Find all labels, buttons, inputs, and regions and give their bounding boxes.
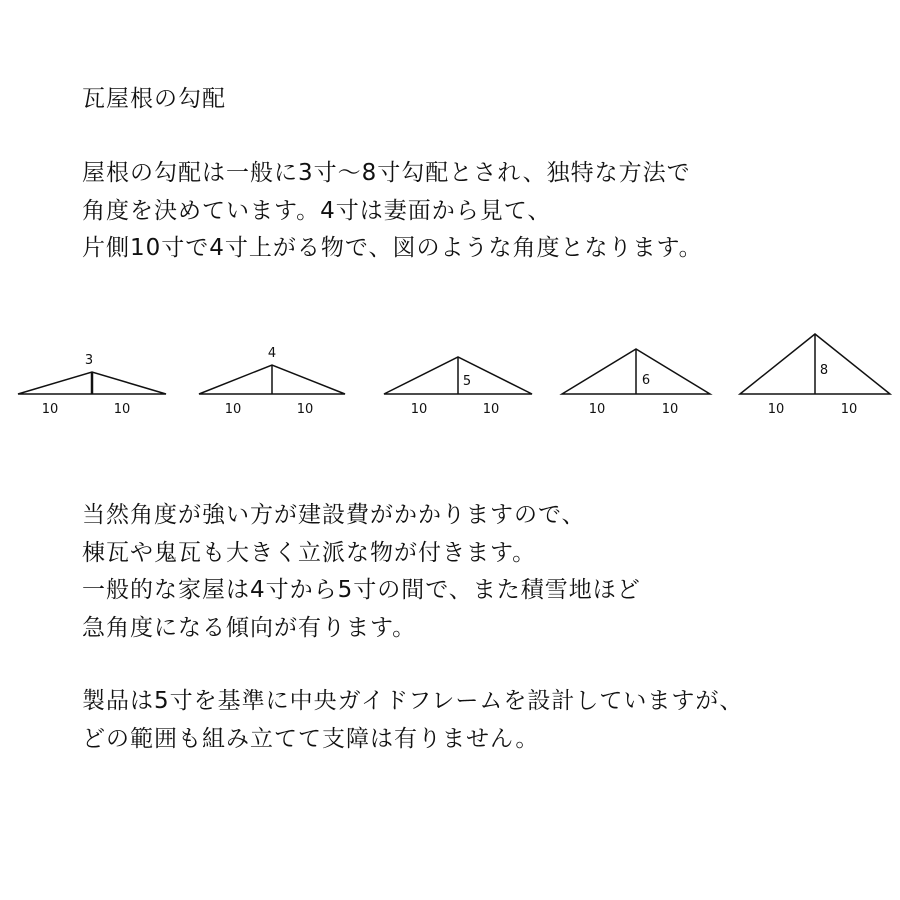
left-run-label: 10 — [588, 402, 606, 417]
cost-line: 急角度になる傾向が有ります。 — [82, 614, 417, 641]
roof-pitch-5 — [384, 357, 532, 417]
intro-line: 片側10寸で4寸上がる物で、図のような角度となります。 — [82, 235, 703, 261]
product-paragraph — [82, 683, 743, 758]
product-line: どの範囲も組み立てて支障は有りません。 — [82, 725, 540, 752]
product-line: 製品は5寸を基準に中央ガイドフレームを設計していますが、 — [82, 688, 744, 714]
roof-pitch-6 — [562, 349, 710, 417]
left-run-label: 10 — [224, 402, 242, 417]
right-run-label: 10 — [296, 402, 314, 417]
intro-paragraph — [82, 155, 703, 268]
right-run-label: 10 — [113, 402, 131, 417]
rise-label: 8 — [819, 363, 829, 378]
cost-paragraph — [82, 497, 641, 647]
cost-line: 当然角度が強い方が建設費がかかりますので、 — [82, 502, 586, 528]
rise-label: 5 — [462, 374, 472, 389]
rise-label: 3 — [84, 353, 94, 368]
left-run-label: 10 — [767, 402, 785, 417]
intro-line: 角度を決めています。4寸は妻面から見て、 — [82, 197, 552, 224]
roof-pitch-diagram — [0, 320, 900, 430]
right-run-label: 10 — [661, 402, 679, 417]
cost-line: 一般的な家屋は4寸から5寸の間で、また積雪地ほど — [82, 577, 641, 603]
cost-line: 棟瓦や鬼瓦も大きく立派な物が付きます。 — [82, 539, 537, 566]
intro-line: 屋根の勾配は一般に3寸～8寸勾配とされ、独特な方法で — [82, 160, 691, 186]
right-run-label: 10 — [482, 402, 500, 417]
roof-pitch-8 — [740, 334, 890, 417]
left-run-label: 10 — [410, 402, 428, 417]
roof-pitch-3 — [18, 353, 166, 417]
roof-pitch-4 — [199, 346, 345, 417]
left-run-label: 10 — [41, 402, 59, 417]
right-run-label: 10 — [840, 402, 858, 417]
rise-label: 4 — [267, 346, 277, 361]
rise-label: 6 — [641, 373, 651, 388]
page-title: 瓦屋根の勾配 — [82, 86, 226, 112]
